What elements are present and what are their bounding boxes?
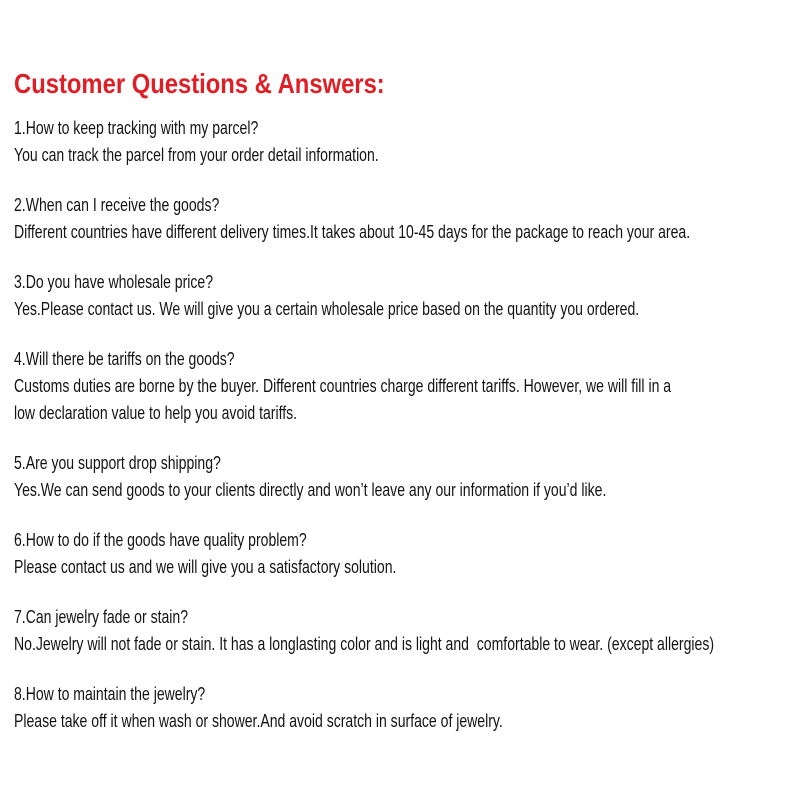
- faq-item: [14, 115, 790, 169]
- faq-item: [14, 269, 790, 323]
- faq-item: [14, 681, 790, 735]
- faq-answer-line: low declaration value to help you avoid tariffs.: [14, 403, 298, 423]
- faq-answer-line: Yes.We can send goods to your clients directly and won’t leave any our information if you’d like.: [14, 480, 607, 500]
- faq-question: 7.Can jewelry fade or stain?: [14, 607, 189, 627]
- faq-answer-line: Different countries have different delivery times.It takes about 10-45 days for the package to reach your area.: [14, 222, 691, 242]
- page-title-text: Customer Questions & Answers:: [14, 68, 385, 99]
- faq-question: 8.How to maintain the jewelry?: [14, 684, 206, 704]
- faq-answer-line: Yes.Please contact us. We will give you a certain wholesale price based on the quantity you ordered.: [14, 299, 640, 319]
- faq-question: 1.How to keep tracking with my parcel?: [14, 118, 259, 138]
- faq-list: [14, 115, 790, 735]
- faq-item: [14, 450, 790, 504]
- faq-answer: [14, 631, 790, 658]
- faq-answer-line: Please contact us and we will give you a satisfactory solution.: [14, 557, 397, 577]
- faq-question: 5.Are you support drop shipping?: [14, 453, 221, 473]
- faq-question: 2.When can I receive the goods?: [14, 195, 220, 215]
- faq-answer: [14, 477, 790, 504]
- faq-answer-line: You can track the parcel from your order detail information.: [14, 145, 379, 165]
- faq-item: [14, 192, 790, 246]
- faq-answer: [14, 219, 790, 246]
- faq-question: 6.How to do if the goods have quality problem?: [14, 530, 307, 550]
- faq-question: 3.Do you have wholesale price?: [14, 272, 214, 292]
- faq-answer: [14, 296, 790, 323]
- faq-answer: [14, 142, 790, 169]
- faq-answer-line: Please take off it when wash or shower.And avoid scratch in surface of jewelry.: [14, 711, 503, 731]
- faq-answer: [14, 554, 790, 581]
- faq-answer: [14, 708, 790, 735]
- faq-item: [14, 346, 790, 427]
- faq-answer-line: Customs duties are borne by the buyer. Different countries charge different tariffs. However, we will fill in a: [14, 376, 672, 396]
- page-title: [14, 66, 790, 102]
- faq-question: 4.Will there be tariffs on the goods?: [14, 349, 235, 369]
- faq-answer-line: No.Jewelry will not fade or stain. It has a longlasting color and is light and comfortable to wear. (except allergies): [14, 634, 715, 654]
- faq-item: [14, 604, 790, 658]
- faq-item: [14, 527, 790, 581]
- faq-answer: [14, 373, 790, 427]
